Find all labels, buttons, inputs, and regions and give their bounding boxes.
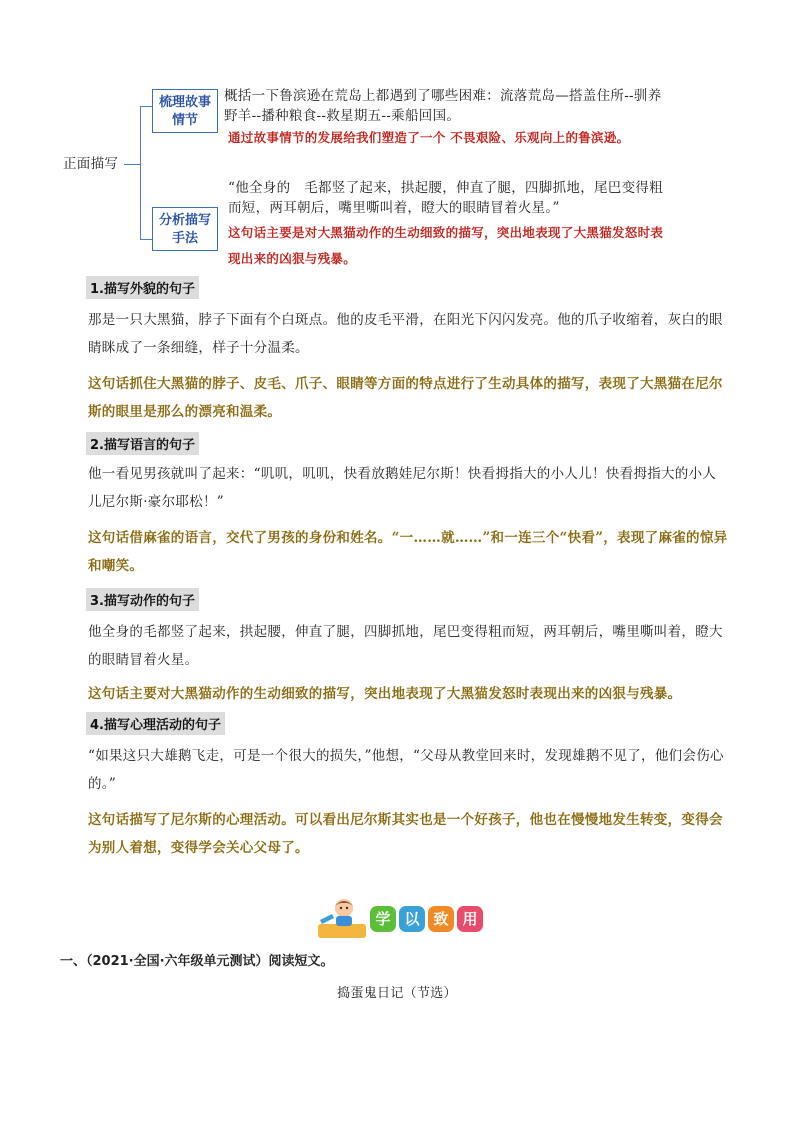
exercise-subtitle: 捣蛋鬼日记（节选） [337,986,457,1001]
branch1-summary: 概括一下鲁滨逊在荒岛上都遇到了哪些困难：流落荒岛—搭盖住所--驯养野羊--播种粮食--救星期五--乘船回国。 [224,88,662,124]
branch-label-plot: 梳理故事情节 [158,95,211,128]
section-analysis-action: 这句话主要对大黑猫动作的生动细致的描写，突出地表现了大黑猫发怒时表现出来的凶狠与残暴。 [88,686,682,702]
logo-char: 用 [457,906,483,932]
exercise-title: 一、（2021·全国·六年级单元测试）阅读短文。 [60,954,334,969]
study-mascot-icon [314,894,374,942]
logo-study-apply [370,906,486,932]
section-quote-psychology: “如果这只大雄鹅飞走，可是一个很大的损失，”他想，“父母从教堂回来时，发现雄鹅不见了，他们会伤心的。” [88,748,724,792]
section-heading-psychology: 4.描写心理活动的句子 [86,712,225,735]
section-heading-language: 2.描写语言的句子 [86,432,199,455]
section-quote-action: 他全身的毛都竖了起来，拱起腰，伸直了腿，四脚抓地，尾巴变得粗而短，两耳朝后，嘴里嘶叫着，瞪大的眼睛冒着火星。 [88,624,723,668]
logo-char: 以 [399,906,425,932]
branch-box-plot [152,89,218,133]
connector-line [124,164,140,165]
logo-char: 致 [428,906,454,932]
branch1-conclusion: 通过故事情节的发展给我们塑造了一个 不畏艰险、乐观向上的鲁滨逊。 [228,130,630,145]
branch2-quote: “他全身的 毛都竖了起来，拱起腰，伸直了腿，四脚抓地，尾巴变得粗而短，两耳朝后，嘴里嘶叫着，瞪大的眼睛冒着火星。” [228,180,664,216]
logo-char: 学 [370,906,396,932]
section-quote-appearance: 那是一只大黑猫，脖子下面有个白斑点。他的皮毛平滑，在阳光下闪闪发亮。他的爪子收缩着，灰白的眼睛眯成了一条细缝，样子十分温柔。 [88,312,723,356]
section-analysis-appearance: 这句话抓住大黑猫的脖子、皮毛、爪子、眼睛等方面的特点进行了生动具体的描写，表现了大黑猫在尼尔斯的眼里是那么的漂亮和温柔。 [88,376,723,420]
section-analysis-language: 这句话借麻雀的语言，交代了男孩的身份和姓名。“一……就……”和一连三个“快看”，表现了麻雀的惊异和嘲笑。 [88,530,728,574]
section-quote-language: 他一看见男孩就叫了起来：“叽叽，叽叽，快看放鹅娃尼尔斯！快看拇指大的小人儿！快看拇指大的小人儿尼尔斯·豪尔耶松！” [88,466,717,510]
branch-label-technique: 分析描写手法 [158,213,211,246]
section-heading-appearance: 1.描写外貌的句子 [86,276,199,299]
section-heading-action: 3.描写动作的句子 [86,588,199,611]
branch-box-technique [152,207,218,251]
branch2-analysis: 这句话主要是对大黑猫动作的生动细致的描写，突出地表现了大黑猫发怒时表现出来的凶狠与残暴。 [228,225,664,266]
mindmap-root: 正面描写 [63,156,119,172]
section-analysis-psychology: 这句话描写了尼尔斯的心理活动。可以看出尼尔斯其实也是一个好孩子，他也在慢慢地发生转变，变得会为别人着想，变得学会关心父母了。 [88,812,723,856]
